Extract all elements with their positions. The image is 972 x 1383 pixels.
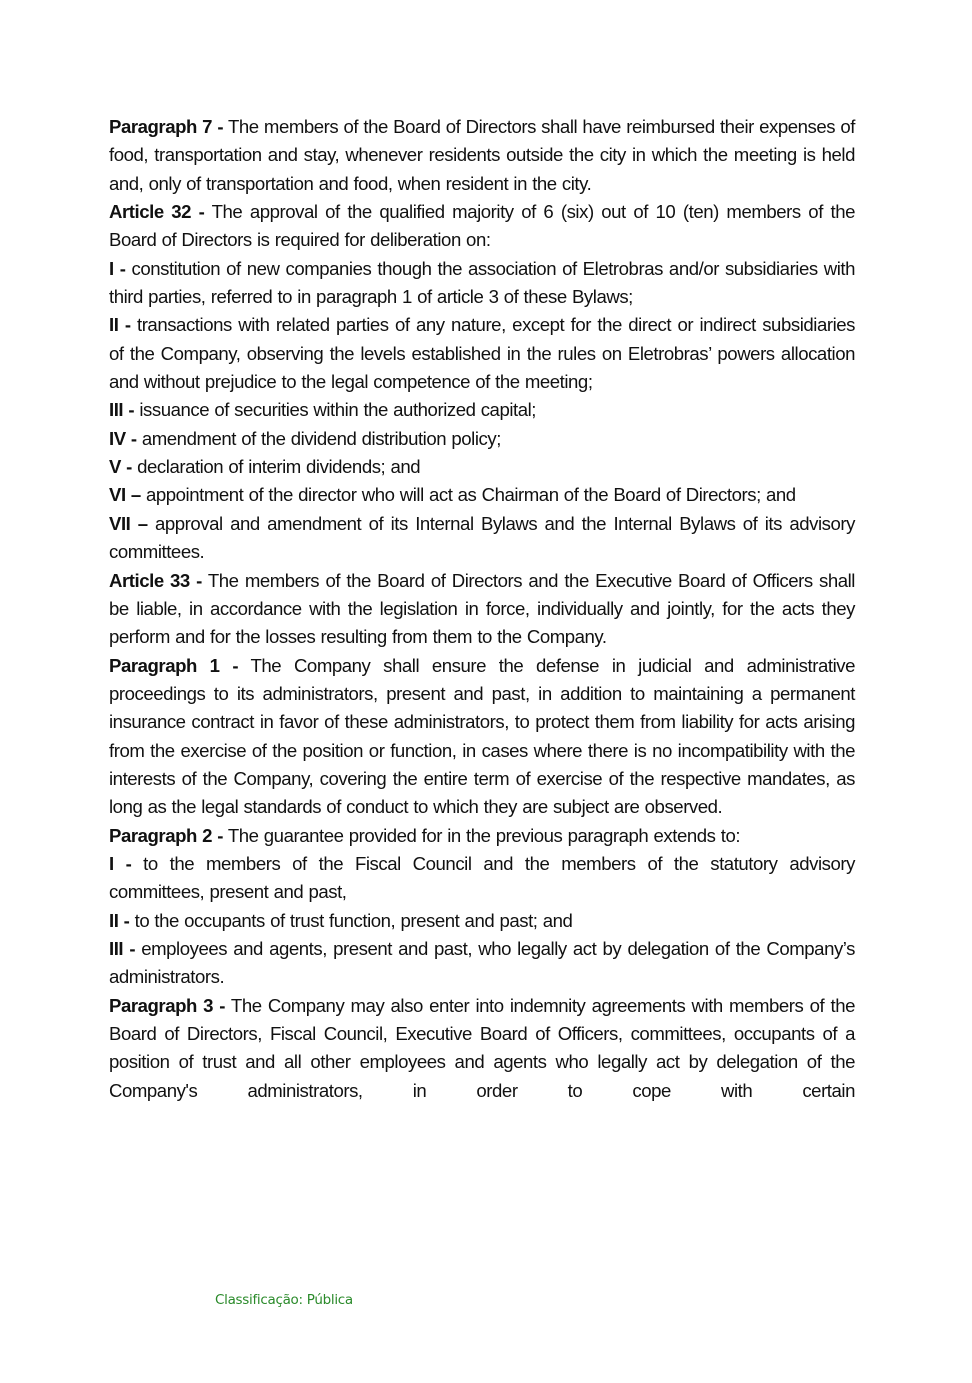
paragraph-label: Paragraph 1 -	[109, 654, 239, 676]
paragraph-text: The approval of the qualified majority of 6 (six) out of 10 (ten) members of the Board of Directors is required for deliberation on:	[109, 201, 855, 251]
document-paragraph	[109, 935, 855, 992]
paragraph-label: III -	[109, 937, 136, 959]
document-paragraph	[109, 907, 855, 935]
paragraph-label: Paragraph 2 -	[109, 824, 223, 846]
document-paragraph	[109, 453, 855, 481]
paragraph-text: transactions with related parties of any nature, except for the direct or indirect subsidiaries of the Company, observing the levels established in the rules on Eletrobras’ powers allocation and without prejudice to the legal competence of the meeting;	[109, 314, 855, 393]
document-body	[109, 113, 855, 1105]
document-paragraph	[109, 510, 855, 567]
document-paragraph	[109, 481, 855, 509]
paragraph-text: The Company may also enter into indemnity agreements with members of the Board of Directors, Fiscal Council, Executive Board of Officers, committees, occupants of a position of trust and all other employees and agents who legally act by delegation of the Company's administrators, in order to cope with certain	[109, 994, 855, 1101]
paragraph-text: The members of the Board of Directors shall have reimbursed their expenses of food, transportation and stay, whenever residents outside the city in which the meeting is held and, only of transportation and food, when resident in the city.	[109, 116, 855, 194]
document-paragraph	[109, 396, 855, 424]
paragraph-label: Article 33 -	[109, 569, 202, 591]
paragraph-text: The members of the Board of Directors and the Executive Board of Officers shall be liable, in accordance with the legislation in force, individually and jointly, for the acts they perform and for the losses resulting from them to the Company.	[109, 569, 855, 648]
paragraph-label: I -	[109, 257, 126, 279]
paragraph-text: to the occupants of trust function, present and past; and	[129, 909, 573, 931]
document-paragraph	[109, 992, 855, 1105]
paragraph-label: IV -	[109, 427, 137, 449]
document-paragraph	[109, 822, 855, 850]
paragraph-text: The guarantee provided for in the previous paragraph extends to:	[223, 824, 741, 846]
paragraph-text: constitution of new companies though the association of Eletrobras and/or subsidiaries with third parties, referred to in paragraph 1 of article 3 of these Bylaws;	[109, 257, 855, 308]
paragraph-label: II -	[109, 314, 131, 336]
paragraph-label: I -	[109, 852, 132, 874]
paragraph-text: declaration of interim dividends; and	[131, 456, 421, 478]
paragraph-label: V -	[109, 456, 132, 478]
paragraph-label: VII –	[109, 512, 148, 534]
paragraph-text: approval and amendment of its Internal Bylaws and the Internal Bylaws of its advisory committees.	[109, 512, 855, 563]
paragraph-text: amendment of the dividend distribution policy;	[136, 427, 501, 449]
paragraph-label: Paragraph 7 -	[109, 116, 224, 137]
paragraph-label: III -	[109, 399, 135, 421]
document-paragraph	[109, 255, 855, 312]
paragraph-label: II -	[109, 909, 130, 931]
paragraph-label: VI –	[109, 484, 141, 506]
document-paragraph	[109, 113, 855, 198]
document-paragraph	[109, 198, 855, 255]
paragraph-text: appointment of the director who will act as Chairman of the Board of Directors; and	[140, 484, 796, 506]
classification-footer: Classificação: Pública	[215, 1292, 353, 1308]
paragraph-text: to the members of the Fiscal Council and the members of the statutory advisory committees, present and past,	[109, 852, 855, 903]
paragraph-text: The Company shall ensure the defense in judicial and administrative proceedings to its administrators, present and past, in addition to maintaining a permanent insurance contract in favor of these administrators, to protect them from liability for acts arising from the exercise of the position or function, in cases where there is no incompatibility with the interests of the Company, covering the entire term of exercise of the respective mandates, as long as the legal standards of conduct to which they are subject are observed.	[109, 654, 855, 818]
paragraph-text: issuance of securities within the authorized capital;	[134, 399, 537, 421]
document-paragraph	[109, 850, 855, 907]
document-paragraph	[109, 425, 855, 453]
paragraph-text: employees and agents, present and past, who legally act by delegation of the Company’s administrators.	[109, 937, 855, 988]
paragraph-label: Paragraph 3 -	[109, 994, 226, 1016]
document-paragraph	[109, 311, 855, 396]
document-paragraph	[109, 652, 855, 822]
document-paragraph	[109, 567, 855, 652]
paragraph-label: Article 32 -	[109, 201, 205, 223]
